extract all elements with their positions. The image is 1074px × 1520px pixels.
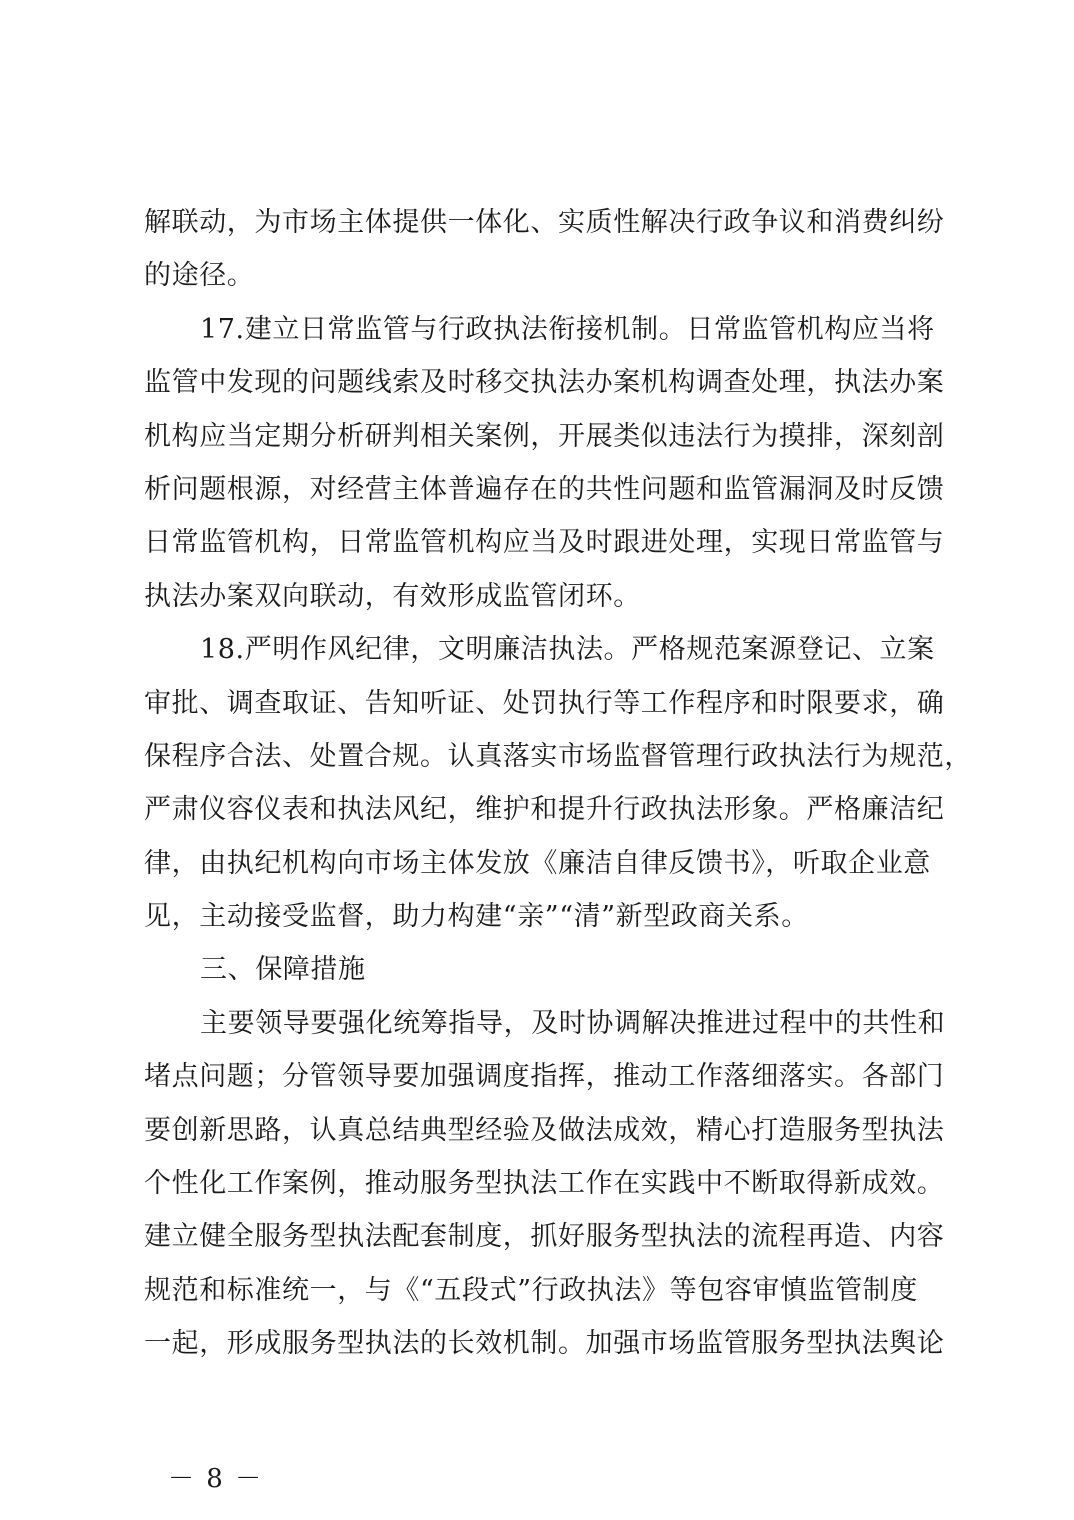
text-line: 堵点问题；分管领导要加强调度指挥，推动工作落细落实。各部门 — [144, 1061, 945, 1093]
text-line: 解联动，为市场主体提供一体化、实质性解决行政争议和消费纠纷 — [144, 207, 945, 238]
text-line: 审批、调查取证、告知听证、处罚执行等工作程序和时限要求，确 — [144, 687, 945, 719]
text-line: 机构应当定期分析研判相关案例，开展类似违法行为摸排，深刻剖 — [144, 420, 945, 452]
text-line: 保程序合法、处置合规。认真落实市场监督管理行政执法行为规范， — [144, 740, 972, 772]
text-line: 析问题根源，对经营主体普遍存在的共性问题和监管漏洞及时反馈 — [144, 473, 945, 505]
section-heading: 三、保障措施 — [200, 954, 366, 986]
paragraph-17-start: 17.建立日常监管与行政执法衔接机制。日常监管机构应当将 — [200, 313, 935, 345]
text-line: 律，由执纪机构向市场主体发放《廉洁自律反馈书》，听取企业意 — [144, 847, 931, 879]
text-line: 见，主动接受监督，助力构建“亲”“清”新型政商关系。 — [144, 901, 809, 933]
text-line: 个性化工作案例，推动服务型执法工作在实践中不断取得新成效。 — [144, 1168, 945, 1200]
text-line: 日常监管机构，日常监管机构应当及时跟进处理，实现日常监管与 — [144, 527, 945, 559]
text-line: 严肃仪容仪表和执法风纪，维护和提升行政执法形象。严格廉洁纪 — [144, 794, 945, 826]
body-text — [144, 196, 972, 1371]
text-line: 建立健全服务型执法配套制度，抓好服务型执法的流程再造、内容 — [144, 1221, 945, 1253]
text-line: 要创新思路，认真总结典型经验及做法成效，精心打造服务型执法 — [144, 1114, 945, 1146]
text-line: 的途径。 — [144, 260, 255, 292]
page-number: － 8 － — [168, 1464, 264, 1494]
text-line: 一起，形成服务型执法的长效机制。加强市场监管服务型执法舆论 — [144, 1328, 945, 1360]
paragraph-start: 主要领导要强化统筹指导，及时协调解决推进过程中的共性和 — [200, 1007, 946, 1039]
text-line: 执法办案双向联动，有效形成监管闭环。 — [144, 580, 641, 612]
paragraph-18-start: 18.严明作风纪律，文明廉洁执法。严格规范案源登记、立案 — [200, 634, 935, 666]
text-line: 监管中发现的问题线索及时移交执法办案机构调查处理，执法办案 — [144, 367, 945, 399]
text-line: 规范和标准统一，与《“五段式”行政执法》等包容审慎监管制度 — [144, 1274, 919, 1306]
